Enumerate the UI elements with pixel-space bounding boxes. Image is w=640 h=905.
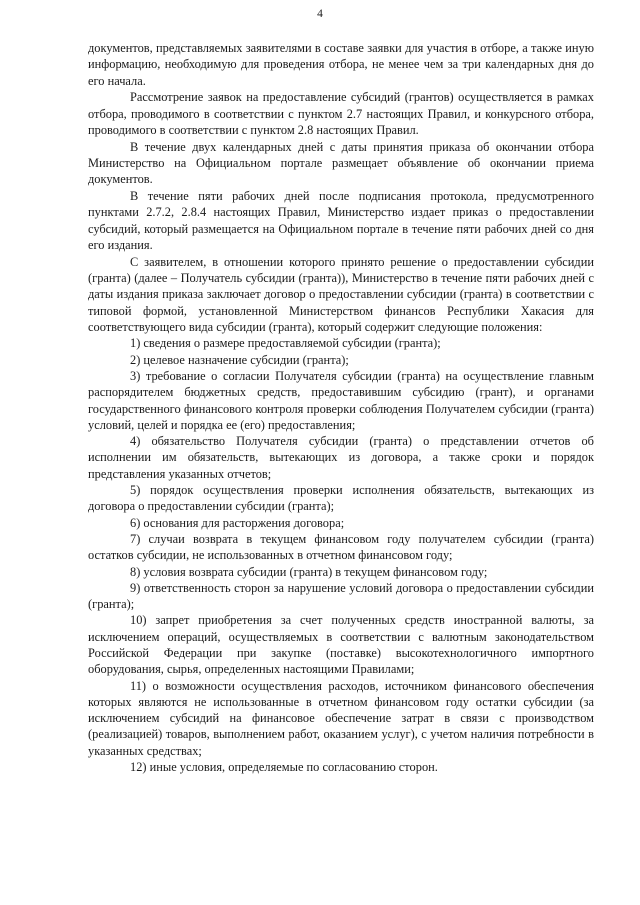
list-item-4: 4) обязательство Получателя субсидии (гранта) о представлении отчетов об исполнении им обязательств, вытекающих из договора, а также сроки и порядок представления указанных отчетов; [88,434,594,481]
paragraph-agreement: С заявителем, в отношении которого принято решение о предоставлении субсидии (гранта) (далее – Получатель субсидии (гранта)), Министерство в течение пяти рабочих дней с даты издания приказа заключает договор о предоставлении субсидии (гранта) в соответствии с типовой формой, установленной Министерством финансов Республики Хакасия для соответствующего вида субсидии (гранта), который содержит следующие положения: [88,254,594,335]
list-item-5: 5) порядок осуществления проверки исполнения обязательств, вытекающих из договора о предоставлении субсидии (гранта); [88,483,594,514]
document-body [88,40,594,775]
paragraph-order-issuance: В течение пяти рабочих дней после подписания протокола, предусмотренного пунктами 2.7.2, 2.8.4 настоящих Правил, Министерство издает приказ о предоставлении субсидий, который размещается на Официальном портале в течение пяти рабочих дней со дня его издания. [88,189,594,253]
list-item-8: 8) условия возврата субсидии (гранта) в текущем финансовом году; [130,564,488,579]
list-item-11: 11) о возможности осуществления расходов, источником финансового обеспечения которых являются не использованные в отчетном финансовом году остатки субсидии (за исключением субсидий на финансовое обеспечение затрат в связи с производством (реализацией) товаров, выполнением работ, оказанием услуг), с учетом наличия потребности в указанных средствах; [88,678,594,758]
paragraph-announcement: В течение двух календарных дней с даты принятия приказа об окончании отбора Министерство на Официальном портале размещает объявление об окончании приема документов. [88,139,594,187]
paragraph-continuation: документов, представляемых заявителями в составе заявки для участия в отборе, а также иную информацию, необходимую для проведения отбора, не менее чем за три календарных дня до его начала. [88,41,594,88]
list-item-1: 1) сведения о размере предоставляемой субсидии (гранта); [130,336,441,351]
list-item-12: 12) иные условия, определяемые по согласованию сторон. [130,760,438,775]
list-item-10: 10) запрет приобретения за счет полученных средств иностранной валюты, за исключением операций, осуществляемых в соответствии с валютным законодательством Российской Федерации при закупке (поставке) высокотехнологичного импортного оборудования, сырья, определенных настоящими Правилами; [88,613,594,677]
page-number: 4 [317,8,323,20]
list-item-2: 2) целевое назначение субсидии (гранта); [130,352,349,367]
list-item-7: 7) случаи возврата в текущем финансовом году получателем субсидии (гранта) остатков субсидии, не использованных в отчетном финансовом году; [88,531,594,563]
list-item-3: 3) требование о согласии Получателя субсидии (гранта) на осуществление главным распорядителем бюджетных средств, предоставившим субсидию (грант), и органами государственного финансового контроля проверки соблюдения Получателем субсидии (гранта) условий, целей и порядка ее (его) предоставления; [88,368,594,432]
list-item-9: 9) ответственность сторон за нарушение условий договора о предоставлении субсидии (гранта); [88,580,594,612]
paragraph-review-of-applications: Рассмотрение заявок на предоставление субсидий (грантов) осуществляется в рамках отбора, проводимого в соответствии с пунктом 2.7 настоящих Правил, и конкурсного отбора, проводимого в соответствии с пунктом 2.8 настоящих Правил. [88,90,594,137]
list-item-6: 6) основания для расторжения договора; [130,515,345,530]
